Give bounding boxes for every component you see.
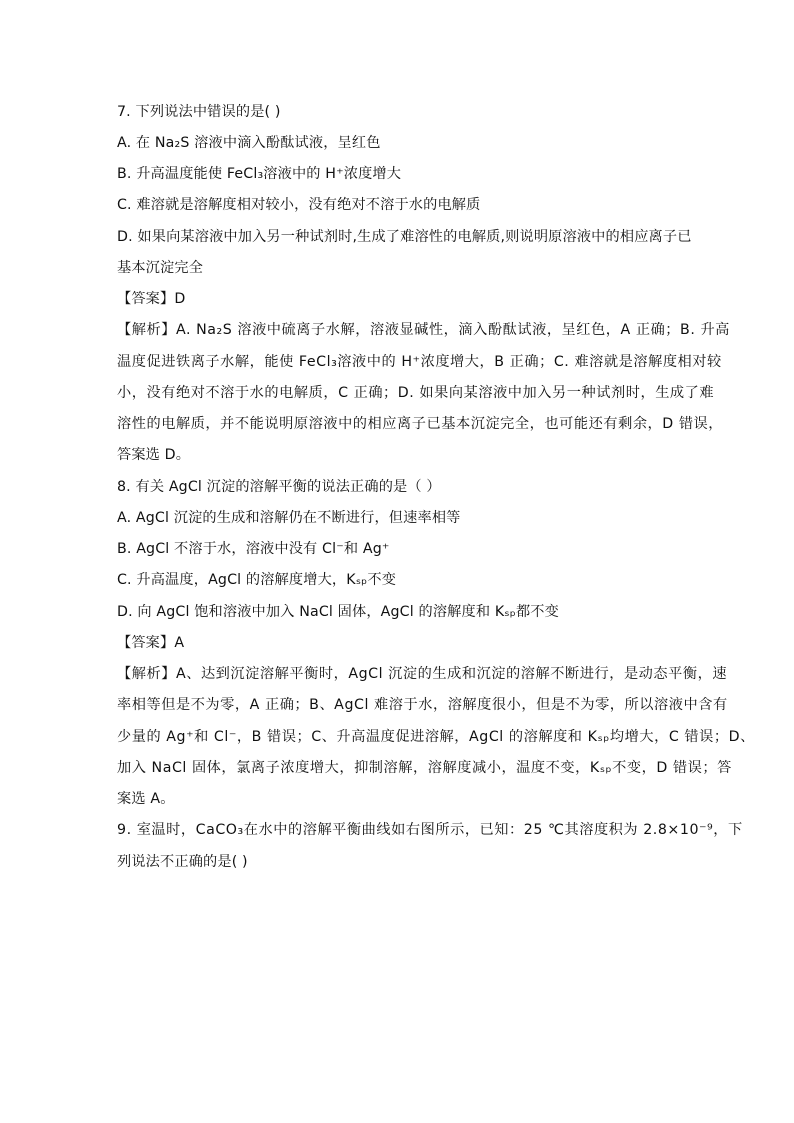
question-7-answer: 【答案】D (117, 291, 186, 307)
question-8-analysis-line-1: 【解析】A、达到沉淀溶解平衡时，AgCl 沉淀的生成和沉淀的溶解不断进行，是动态平衡，速 (117, 666, 728, 682)
question-8-option-b: B. AgCl 不溶于水，溶液中没有 Cl⁻和 Ag⁺ (117, 541, 390, 557)
question-7-option-d-line-1: D. 如果向某溶液中加入另一种试剂时,生成了难溶性的电解质,则说明原溶液中的相应离子已 (117, 229, 692, 245)
question-9-stem-line-2: 列说法不正确的是( ) (117, 854, 248, 870)
question-8-option-c: C. 升高温度，AgCl 的溶解度增大，Kₛₚ不变 (117, 572, 397, 588)
question-8-analysis-line-4: 加入 NaCl 固体，氯离子浓度增大，抑制溶解，溶解度减小，温度不变，Kₛₚ不变，D 错误；答 (117, 760, 732, 776)
question-7-option-d-line-2: 基本沉淀完全 (117, 260, 204, 276)
question-8-analysis-line-2: 率相等但是不为零，A 正确；B、AgCl 难溶于水，溶解度很小，但是不为零，所以溶液中含有 (117, 697, 728, 713)
question-7-stem: 7. 下列说法中错误的是( ) (117, 104, 281, 120)
question-8-option-a: A. AgCl 沉淀的生成和溶解仍在不断进行，但速率相等 (117, 510, 461, 526)
question-8-option-d: D. 向 AgCl 饱和溶液中加入 NaCl 固体，AgCl 的溶解度和 Kₛₚ都不变 (117, 604, 559, 620)
question-8-analysis-line-3: 少量的 Ag⁺和 Cl⁻，B 错误；C、升高温度促进溶解，AgCl 的溶解度和 Kₛₚ均增大，C 错误；D、 (117, 729, 755, 745)
question-8-stem: 8. 有关 AgCl 沉淀的溶解平衡的说法正确的是（ ） (117, 479, 441, 495)
question-7-option-b: B. 升高温度能使 FeCl₃溶液中的 H⁺浓度增大 (117, 166, 402, 182)
question-8-answer: 【答案】A (117, 635, 185, 651)
question-7-analysis-line-2: 温度促进铁离子水解，能使 FeCl₃溶液中的 H⁺浓度增大，B 正确；C. 难溶就是溶解度相对较 (117, 354, 722, 370)
question-9-stem-line-1: 9. 室温时，CaCO₃在水中的溶解平衡曲线如右图所示，已知：25 ℃其溶度积为 2.8×10⁻⁹，下 (117, 822, 743, 838)
question-7-option-a: A. 在 Na₂S 溶液中滴入酚酞试液，呈红色 (117, 135, 381, 151)
question-8-analysis-line-5: 案选 A。 (117, 791, 175, 807)
question-7-analysis-line-5: 答案选 D。 (117, 447, 191, 463)
question-7-analysis-line-4: 溶性的电解质，并不能说明原溶液中的相应离子已基本沉淀完全，也可能还有剩余，D 错误， (117, 416, 724, 432)
question-7-option-c: C. 难溶就是溶解度相对较小，没有绝对不溶于水的电解质 (117, 197, 481, 213)
question-7-analysis-line-3: 小，没有绝对不溶于水的电解质，C 正确；D. 如果向某溶液中加入另一种试剂时，生成了难 (117, 385, 715, 401)
question-7-analysis-line-1: 【解析】A. Na₂S 溶液中硫离子水解，溶液显碱性，滴入酚酞试液，呈红色，A 正确；B. 升高 (117, 322, 730, 338)
